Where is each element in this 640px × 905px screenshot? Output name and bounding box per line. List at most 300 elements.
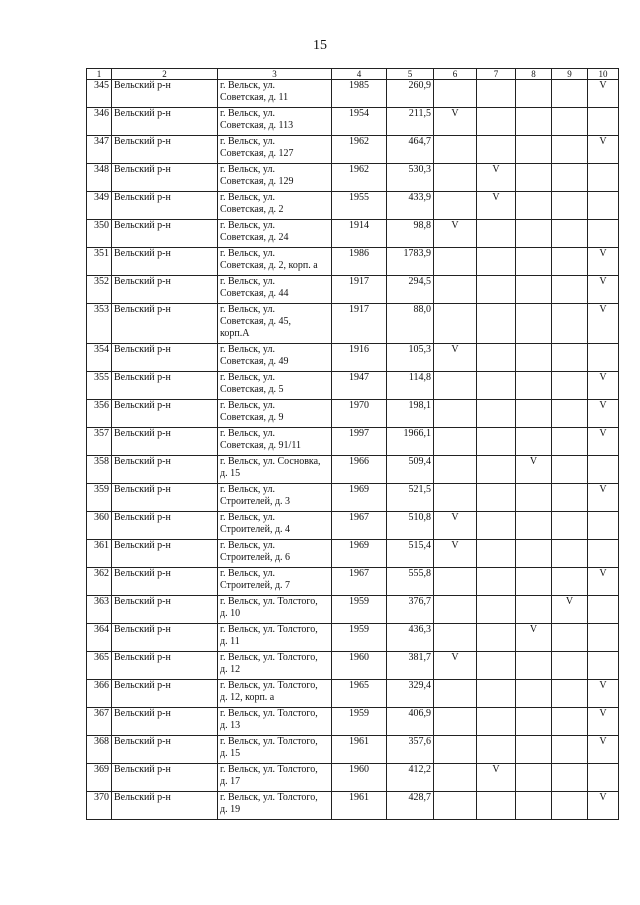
column-header-4: 4 xyxy=(332,69,387,80)
address-line: корп.А xyxy=(220,328,250,339)
mark-cell-col-6: V xyxy=(434,540,477,568)
mark-cell-col-6 xyxy=(434,568,477,596)
district-cell: Вельский р-н xyxy=(112,652,218,680)
mark-cell-col-6 xyxy=(434,484,477,512)
address-cell xyxy=(218,344,332,372)
column-header-10: 10 xyxy=(588,69,619,80)
address-line: г. Вельск, ул. xyxy=(220,344,275,355)
mark-cell-col-9 xyxy=(552,428,588,456)
mark-cell-col-6 xyxy=(434,136,477,164)
address-line: г. Вельск, ул. Толстого, xyxy=(220,596,318,607)
row-number: 352 xyxy=(87,276,112,304)
address-line: д. 15 xyxy=(220,748,241,759)
mark-cell-col-7 xyxy=(477,512,516,540)
mark-cell-col-7 xyxy=(477,428,516,456)
year-cell: 1997 xyxy=(332,428,387,456)
table-row xyxy=(87,792,619,820)
area-cell: 406,9 xyxy=(387,708,434,736)
address-cell xyxy=(218,568,332,596)
address-line: Советская, д. 129 xyxy=(220,176,294,187)
address-cell xyxy=(218,624,332,652)
area-cell: 436,3 xyxy=(387,624,434,652)
mark-cell-col-8 xyxy=(516,484,552,512)
mark-cell-col-8 xyxy=(516,708,552,736)
area-cell: 294,5 xyxy=(387,276,434,304)
district-cell: Вельский р-н xyxy=(112,596,218,624)
row-number: 362 xyxy=(87,568,112,596)
mark-cell-col-7 xyxy=(477,540,516,568)
table-row xyxy=(87,568,619,596)
mark-cell-col-9 xyxy=(552,80,588,108)
area-cell: 329,4 xyxy=(387,680,434,708)
area-cell: 464,7 xyxy=(387,136,434,164)
area-cell: 198,1 xyxy=(387,400,434,428)
address-cell xyxy=(218,220,332,248)
district-cell: Вельский р-н xyxy=(112,512,218,540)
address-line: г. Вельск, ул. xyxy=(220,276,275,287)
table-row xyxy=(87,372,619,400)
mark-cell-col-6: V xyxy=(434,220,477,248)
address-line: Советская, д. 2 xyxy=(220,204,284,215)
mark-cell-col-7 xyxy=(477,792,516,820)
address-line: д. 12 xyxy=(220,664,241,675)
district-cell: Вельский р-н xyxy=(112,304,218,344)
area-cell: 88,0 xyxy=(387,304,434,344)
address-line: д. 19 xyxy=(220,804,241,815)
year-cell: 1986 xyxy=(332,248,387,276)
year-cell: 1969 xyxy=(332,484,387,512)
mark-cell-col-8: V xyxy=(516,624,552,652)
address-cell xyxy=(218,248,332,276)
mark-cell-col-8 xyxy=(516,276,552,304)
mark-cell-col-10: V xyxy=(588,568,619,596)
mark-cell-col-9 xyxy=(552,764,588,792)
year-cell: 1970 xyxy=(332,400,387,428)
row-number: 354 xyxy=(87,344,112,372)
mark-cell-col-6 xyxy=(434,164,477,192)
address-line: г. Вельск, ул. Толстого, xyxy=(220,792,318,803)
mark-cell-col-10: V xyxy=(588,248,619,276)
mark-cell-col-7 xyxy=(477,484,516,512)
year-cell: 1962 xyxy=(332,164,387,192)
address-line: Строителей, д. 3 xyxy=(220,496,291,507)
address-line: Советская, д. 2, корп. а xyxy=(220,260,318,271)
address-line: г. Вельск, ул. xyxy=(220,164,275,175)
district-cell: Вельский р-н xyxy=(112,344,218,372)
address-cell xyxy=(218,136,332,164)
district-cell: Вельский р-н xyxy=(112,568,218,596)
address-cell xyxy=(218,164,332,192)
column-header-5: 5 xyxy=(387,69,434,80)
address-line: г. Вельск, ул. xyxy=(220,428,275,439)
table-row xyxy=(87,680,619,708)
mark-cell-col-9 xyxy=(552,372,588,400)
row-number: 349 xyxy=(87,192,112,220)
row-number: 347 xyxy=(87,136,112,164)
district-cell: Вельский р-н xyxy=(112,624,218,652)
address-line: д. 17 xyxy=(220,776,241,787)
area-cell: 515,4 xyxy=(387,540,434,568)
address-line: д. 10 xyxy=(220,608,241,619)
table-row xyxy=(87,108,619,136)
address-line: г. Вельск, ул. xyxy=(220,400,275,411)
mark-cell-col-6: V xyxy=(434,344,477,372)
mark-cell-col-7 xyxy=(477,304,516,344)
mark-cell-col-6 xyxy=(434,400,477,428)
row-number: 351 xyxy=(87,248,112,276)
address-cell xyxy=(218,708,332,736)
mark-cell-col-10: V xyxy=(588,304,619,344)
mark-cell-col-7: V xyxy=(477,764,516,792)
district-cell: Вельский р-н xyxy=(112,428,218,456)
address-line: г. Вельск, ул. xyxy=(220,80,275,91)
mark-cell-col-10: V xyxy=(588,680,619,708)
mark-cell-col-10 xyxy=(588,456,619,484)
mark-cell-col-7 xyxy=(477,568,516,596)
mark-cell-col-7 xyxy=(477,372,516,400)
mark-cell-col-8 xyxy=(516,428,552,456)
mark-cell-col-6 xyxy=(434,80,477,108)
table-row xyxy=(87,428,619,456)
row-number: 356 xyxy=(87,400,112,428)
mark-cell-col-10: V xyxy=(588,400,619,428)
mark-cell-col-6 xyxy=(434,708,477,736)
column-header-2: 2 xyxy=(112,69,218,80)
mark-cell-col-9 xyxy=(552,568,588,596)
mark-cell-col-8 xyxy=(516,304,552,344)
mark-cell-col-9 xyxy=(552,192,588,220)
mark-cell-col-6 xyxy=(434,736,477,764)
row-number: 366 xyxy=(87,680,112,708)
mark-cell-col-7 xyxy=(477,248,516,276)
row-number: 345 xyxy=(87,80,112,108)
year-cell: 1947 xyxy=(332,372,387,400)
district-cell: Вельский р-н xyxy=(112,736,218,764)
district-cell: Вельский р-н xyxy=(112,164,218,192)
year-cell: 1959 xyxy=(332,708,387,736)
mark-cell-col-10: V xyxy=(588,276,619,304)
mark-cell-col-10 xyxy=(588,652,619,680)
area-cell: 1966,1 xyxy=(387,428,434,456)
year-cell: 1960 xyxy=(332,652,387,680)
year-cell: 1965 xyxy=(332,680,387,708)
year-cell: 1969 xyxy=(332,540,387,568)
area-cell: 260,9 xyxy=(387,80,434,108)
column-header-3: 3 xyxy=(218,69,332,80)
mark-cell-col-10: V xyxy=(588,372,619,400)
address-cell xyxy=(218,540,332,568)
row-number: 367 xyxy=(87,708,112,736)
mark-cell-col-9 xyxy=(552,540,588,568)
address-line: Советская, д. 44 xyxy=(220,288,289,299)
district-cell: Вельский р-н xyxy=(112,80,218,108)
mark-cell-col-7 xyxy=(477,456,516,484)
mark-cell-col-10: V xyxy=(588,792,619,820)
table-row xyxy=(87,764,619,792)
mark-cell-col-8 xyxy=(516,652,552,680)
mark-cell-col-6 xyxy=(434,792,477,820)
mark-cell-col-10 xyxy=(588,512,619,540)
mark-cell-col-7 xyxy=(477,736,516,764)
address-line: г. Вельск, ул. xyxy=(220,136,275,147)
mark-cell-col-10: V xyxy=(588,736,619,764)
row-number: 365 xyxy=(87,652,112,680)
mark-cell-col-8: V xyxy=(516,456,552,484)
mark-cell-col-10: V xyxy=(588,136,619,164)
address-line: Советская, д. 24 xyxy=(220,232,289,243)
mark-cell-col-8 xyxy=(516,372,552,400)
address-line: г. Вельск, ул. xyxy=(220,512,275,523)
table-row xyxy=(87,192,619,220)
mark-cell-col-6 xyxy=(434,596,477,624)
address-line: г. Вельск, ул. Толстого, xyxy=(220,708,318,719)
mark-cell-col-7 xyxy=(477,400,516,428)
address-cell xyxy=(218,680,332,708)
address-line: г. Вельск, ул. Толстого, xyxy=(220,736,318,747)
row-number: 359 xyxy=(87,484,112,512)
district-cell: Вельский р-н xyxy=(112,540,218,568)
mark-cell-col-7 xyxy=(477,708,516,736)
address-line: д. 15 xyxy=(220,468,241,479)
year-cell: 1960 xyxy=(332,764,387,792)
table-row xyxy=(87,164,619,192)
area-cell: 428,7 xyxy=(387,792,434,820)
mark-cell-col-8 xyxy=(516,764,552,792)
mark-cell-col-8 xyxy=(516,596,552,624)
area-cell: 510,8 xyxy=(387,512,434,540)
table-row xyxy=(87,456,619,484)
mark-cell-col-7 xyxy=(477,108,516,136)
address-line: д. 12, корп. а xyxy=(220,692,275,703)
address-line: г. Вельск, ул. xyxy=(220,540,275,551)
area-cell: 521,5 xyxy=(387,484,434,512)
year-cell: 1966 xyxy=(332,456,387,484)
district-cell: Вельский р-н xyxy=(112,708,218,736)
address-line: Советская, д. 91/11 xyxy=(220,440,301,451)
mark-cell-col-6 xyxy=(434,456,477,484)
address-line: г. Вельск, ул. xyxy=(220,568,275,579)
mark-cell-col-8 xyxy=(516,736,552,764)
address-line: г. Вельск, ул. xyxy=(220,372,275,383)
mark-cell-col-6 xyxy=(434,276,477,304)
mark-cell-col-8 xyxy=(516,680,552,708)
table-row xyxy=(87,540,619,568)
mark-cell-col-8 xyxy=(516,192,552,220)
mark-cell-col-10 xyxy=(588,540,619,568)
area-cell: 98,8 xyxy=(387,220,434,248)
district-cell: Вельский р-н xyxy=(112,792,218,820)
mark-cell-col-7: V xyxy=(477,164,516,192)
table-row xyxy=(87,136,619,164)
mark-cell-col-10: V xyxy=(588,80,619,108)
table-row xyxy=(87,400,619,428)
column-header-9: 9 xyxy=(552,69,588,80)
mark-cell-col-7: V xyxy=(477,192,516,220)
mark-cell-col-6 xyxy=(434,304,477,344)
mark-cell-col-9 xyxy=(552,456,588,484)
address-line: г. Вельск, ул. xyxy=(220,484,275,495)
mark-cell-col-9 xyxy=(552,792,588,820)
year-cell: 1959 xyxy=(332,596,387,624)
year-cell: 1917 xyxy=(332,304,387,344)
table-row xyxy=(87,344,619,372)
mark-cell-col-8 xyxy=(516,220,552,248)
mark-cell-col-7 xyxy=(477,220,516,248)
district-cell: Вельский р-н xyxy=(112,456,218,484)
row-number: 348 xyxy=(87,164,112,192)
mark-cell-col-9 xyxy=(552,164,588,192)
address-line: Советская, д. 113 xyxy=(220,120,294,131)
mark-cell-col-9 xyxy=(552,736,588,764)
row-number: 346 xyxy=(87,108,112,136)
mark-cell-col-9 xyxy=(552,680,588,708)
address-line: д. 13 xyxy=(220,720,241,731)
column-header-8: 8 xyxy=(516,69,552,80)
table-row xyxy=(87,652,619,680)
address-line: Советская, д. 11 xyxy=(220,92,289,103)
mark-cell-col-10 xyxy=(588,764,619,792)
address-line: г. Вельск, ул. Толстого, xyxy=(220,624,318,635)
mark-cell-col-8 xyxy=(516,568,552,596)
mark-cell-col-9 xyxy=(552,304,588,344)
mark-cell-col-6: V xyxy=(434,108,477,136)
mark-cell-col-10 xyxy=(588,192,619,220)
mark-cell-col-7 xyxy=(477,624,516,652)
year-cell: 1914 xyxy=(332,220,387,248)
table-row xyxy=(87,80,619,108)
mark-cell-col-9 xyxy=(552,136,588,164)
address-cell xyxy=(218,400,332,428)
row-number: 363 xyxy=(87,596,112,624)
district-cell: Вельский р-н xyxy=(112,680,218,708)
mark-cell-col-8 xyxy=(516,108,552,136)
mark-cell-col-7 xyxy=(477,680,516,708)
district-cell: Вельский р-н xyxy=(112,400,218,428)
mark-cell-col-9 xyxy=(552,708,588,736)
address-cell xyxy=(218,484,332,512)
district-cell: Вельский р-н xyxy=(112,764,218,792)
address-cell xyxy=(218,596,332,624)
area-cell: 509,4 xyxy=(387,456,434,484)
district-cell: Вельский р-н xyxy=(112,136,218,164)
mark-cell-col-6 xyxy=(434,624,477,652)
mark-cell-col-6 xyxy=(434,248,477,276)
row-number: 357 xyxy=(87,428,112,456)
address-line: Советская, д. 9 xyxy=(220,412,284,423)
mark-cell-col-8 xyxy=(516,248,552,276)
address-cell xyxy=(218,792,332,820)
column-header-7: 7 xyxy=(477,69,516,80)
mark-cell-col-9 xyxy=(552,276,588,304)
table-row xyxy=(87,484,619,512)
mark-cell-col-10 xyxy=(588,596,619,624)
row-number: 370 xyxy=(87,792,112,820)
area-cell: 376,7 xyxy=(387,596,434,624)
mark-cell-col-10: V xyxy=(588,708,619,736)
mark-cell-col-9 xyxy=(552,248,588,276)
address-line: г. Вельск, ул. xyxy=(220,220,275,231)
mark-cell-col-10 xyxy=(588,108,619,136)
address-line: Строителей, д. 4 xyxy=(220,524,291,535)
district-cell: Вельский р-н xyxy=(112,484,218,512)
address-line: г. Вельск, ул. Толстого, xyxy=(220,764,318,775)
mark-cell-col-10 xyxy=(588,220,619,248)
table-row xyxy=(87,512,619,540)
address-line: г. Вельск, ул. xyxy=(220,192,275,203)
address-cell xyxy=(218,276,332,304)
area-cell: 211,5 xyxy=(387,108,434,136)
mark-cell-col-8 xyxy=(516,792,552,820)
year-cell: 1916 xyxy=(332,344,387,372)
mark-cell-col-10: V xyxy=(588,428,619,456)
area-cell: 555,8 xyxy=(387,568,434,596)
housing-registry-table xyxy=(86,68,619,820)
mark-cell-col-6: V xyxy=(434,512,477,540)
mark-cell-col-6 xyxy=(434,764,477,792)
mark-cell-col-6 xyxy=(434,680,477,708)
table-row xyxy=(87,248,619,276)
mark-cell-col-8 xyxy=(516,344,552,372)
mark-cell-col-7 xyxy=(477,652,516,680)
mark-cell-col-8 xyxy=(516,400,552,428)
address-cell xyxy=(218,372,332,400)
mark-cell-col-7 xyxy=(477,276,516,304)
address-cell xyxy=(218,304,332,344)
mark-cell-col-10 xyxy=(588,624,619,652)
district-cell: Вельский р-н xyxy=(112,220,218,248)
address-line: г. Вельск, ул. xyxy=(220,248,275,259)
year-cell: 1961 xyxy=(332,792,387,820)
table-row xyxy=(87,708,619,736)
address-cell xyxy=(218,512,332,540)
address-line: Строителей, д. 7 xyxy=(220,580,291,591)
row-number: 364 xyxy=(87,624,112,652)
address-cell xyxy=(218,192,332,220)
table-row xyxy=(87,304,619,344)
mark-cell-col-9 xyxy=(552,652,588,680)
table-row xyxy=(87,596,619,624)
mark-cell-col-7 xyxy=(477,344,516,372)
mark-cell-col-7 xyxy=(477,596,516,624)
table-row xyxy=(87,220,619,248)
mark-cell-col-9 xyxy=(552,400,588,428)
area-cell: 381,7 xyxy=(387,652,434,680)
row-number: 355 xyxy=(87,372,112,400)
page-number: 15 xyxy=(313,38,327,53)
year-cell: 1961 xyxy=(332,736,387,764)
row-number: 368 xyxy=(87,736,112,764)
mark-cell-col-8 xyxy=(516,540,552,568)
table-row xyxy=(87,624,619,652)
year-cell: 1954 xyxy=(332,108,387,136)
address-line: г. Вельск, ул. xyxy=(220,304,275,315)
area-cell: 433,9 xyxy=(387,192,434,220)
mark-cell-col-9 xyxy=(552,624,588,652)
area-cell: 1783,9 xyxy=(387,248,434,276)
mark-cell-col-10 xyxy=(588,344,619,372)
row-number: 358 xyxy=(87,456,112,484)
year-cell: 1985 xyxy=(332,80,387,108)
table-body xyxy=(87,80,619,820)
year-cell: 1959 xyxy=(332,624,387,652)
address-line: д. 11 xyxy=(220,636,240,647)
column-number-row xyxy=(87,69,619,80)
district-cell: Вельский р-н xyxy=(112,192,218,220)
address-line: Строителей, д. 6 xyxy=(220,552,291,563)
mark-cell-col-8 xyxy=(516,136,552,164)
address-line: г. Вельск, ул. Толстого, xyxy=(220,680,318,691)
mark-cell-col-6: V xyxy=(434,652,477,680)
